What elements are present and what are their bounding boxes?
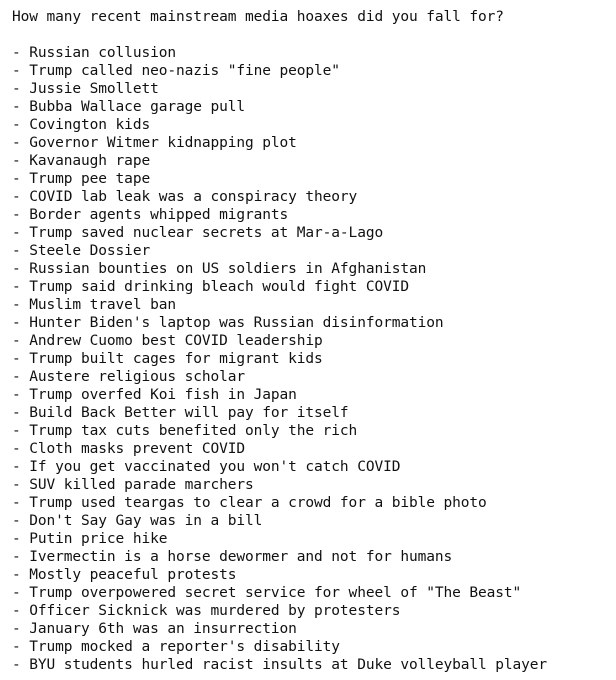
- list-item: - Kavanaugh rape: [12, 153, 151, 169]
- list-item: - Jussie Smollett: [12, 81, 159, 97]
- list-item: - Russian bounties on US soldiers in Afghanistan: [12, 261, 427, 277]
- list-item: - Trump said drinking bleach would fight COVID: [12, 279, 409, 295]
- list-item: - Russian collusion: [12, 45, 176, 61]
- list-item: - Build Back Better will pay for itself: [12, 405, 349, 421]
- list-item: - Trump overpowered secret service for wheel of "The Beast": [12, 585, 522, 601]
- list-item: - Andrew Cuomo best COVID leadership: [12, 333, 323, 349]
- list-item: - Trump mocked a reporter's disability: [12, 639, 340, 655]
- list-item: - Governor Witmer kidnapping plot: [12, 135, 297, 151]
- list-item: - Hunter Biden's laptop was Russian disinformation: [12, 315, 444, 331]
- list-item: - If you get vaccinated you won't catch COVID: [12, 459, 401, 475]
- list-item: - Putin price hike: [12, 531, 168, 547]
- list-item: - Trump called neo-nazis "fine people": [12, 63, 340, 79]
- list-item: - Bubba Wallace garage pull: [12, 99, 246, 115]
- list-item: - Muslim travel ban: [12, 297, 176, 313]
- document-heading: How many recent mainstream media hoaxes did you fall for?: [12, 9, 504, 25]
- list-item: - COVID lab leak was a conspiracy theory: [12, 189, 358, 205]
- list-item: - Trump overfed Koi fish in Japan: [12, 387, 297, 403]
- list-item: - Covington kids: [12, 117, 151, 133]
- list-item: - Trump used teargas to clear a crowd for a bible photo: [12, 495, 487, 511]
- list-item: - January 6th was an insurrection: [12, 621, 297, 637]
- list-item: - Don't Say Gay was in a bill: [12, 513, 263, 529]
- list-item: - Border agents whipped migrants: [12, 207, 289, 223]
- list-item: - Trump pee tape: [12, 171, 151, 187]
- list-item: - Steele Dossier: [12, 243, 151, 259]
- list-item: - Trump tax cuts benefited only the rich: [12, 423, 358, 439]
- list-item: - Officer Sicknick was murdered by protesters: [12, 603, 401, 619]
- list-item: - Austere religious scholar: [12, 369, 246, 385]
- list-item: - Cloth masks prevent COVID: [12, 441, 246, 457]
- list-item: - SUV killed parade marchers: [12, 477, 254, 493]
- list-item: - Ivermectin is a horse dewormer and not for humans: [12, 549, 453, 565]
- list-item: - Trump saved nuclear secrets at Mar-a-Lago: [12, 225, 384, 241]
- list-item: - Mostly peaceful protests: [12, 567, 237, 583]
- hoax-list: [12, 44, 616, 674]
- list-item: - Trump built cages for migrant kids: [12, 351, 323, 367]
- list-item: - BYU students hurled racist insults at Duke volleyball player: [12, 657, 548, 673]
